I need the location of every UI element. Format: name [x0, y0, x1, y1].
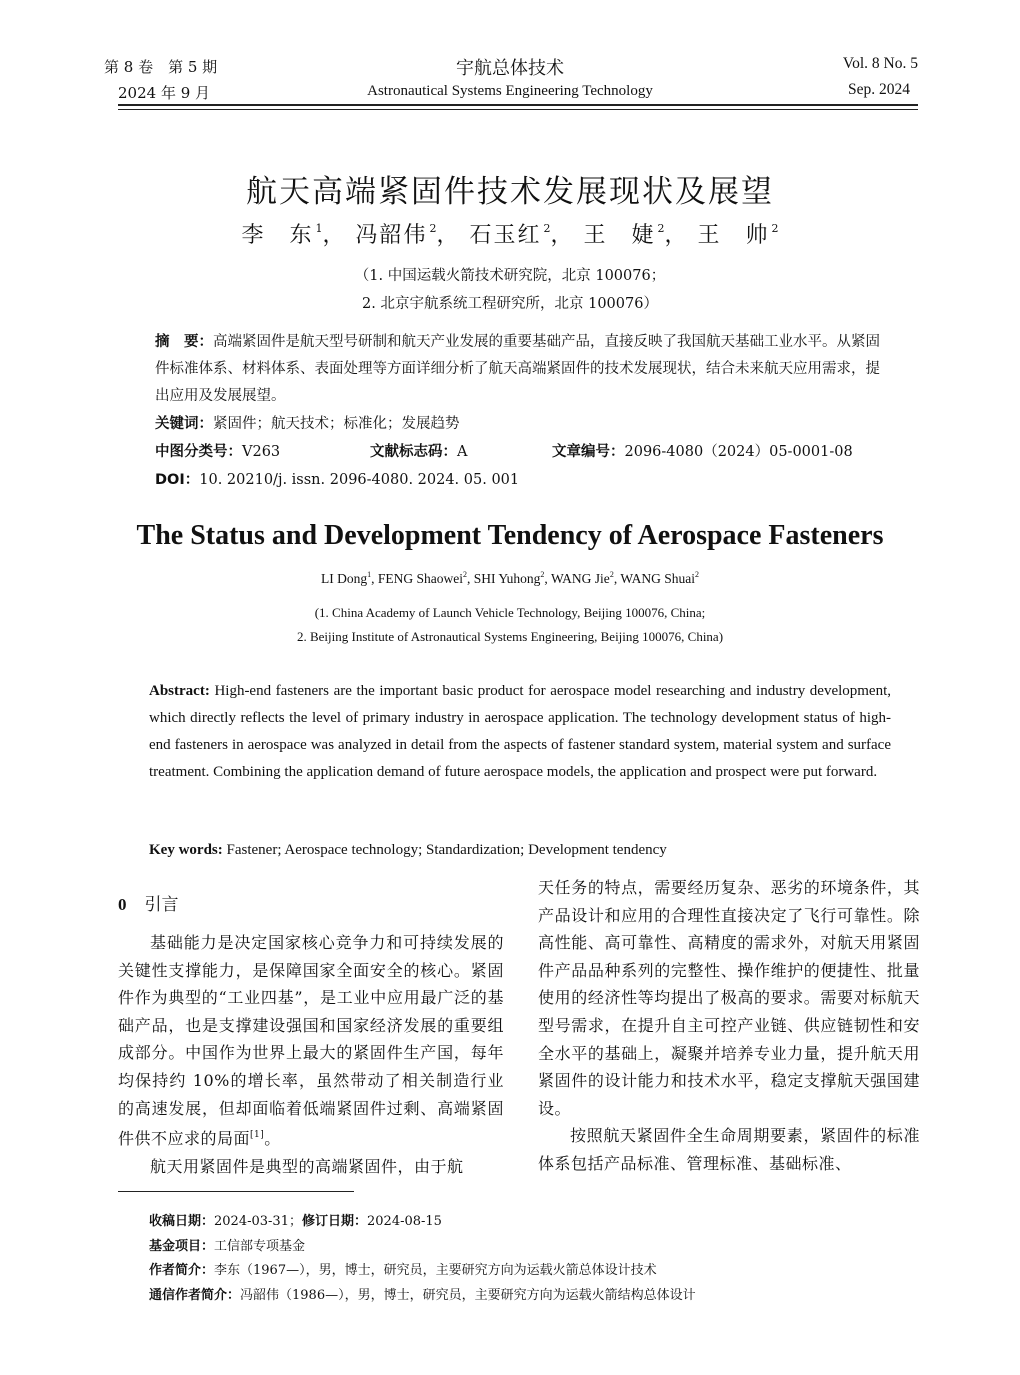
body-column-right — [538, 874, 920, 1178]
body-paragraph: 航天用紧固件是典型的高端紧固件，由于航 — [150, 1156, 464, 1176]
footnote-corresponding — [149, 1284, 696, 1303]
clc-value: V263 — [242, 444, 281, 460]
keywords-cn-label: 关键词： — [155, 416, 213, 432]
author-en: WANG Shuai — [620, 571, 695, 586]
body-paragraph — [118, 929, 504, 1153]
doc-value: A — [457, 444, 468, 460]
author-sup: 2 — [609, 570, 614, 579]
header-rule-thin — [118, 109, 918, 110]
keywords-cn — [155, 412, 460, 433]
date-en: Sep. 2024 — [848, 81, 910, 98]
footnote-label: 通信作者简介： — [149, 1288, 241, 1303]
author-cn: 冯韶伟 — [355, 223, 428, 248]
author-en: FENG Shaowei — [377, 571, 464, 586]
footnote-rule — [118, 1191, 354, 1192]
abstract-en — [149, 678, 891, 786]
paragraph-end: 。 — [264, 1129, 281, 1149]
section-heading — [118, 890, 179, 915]
header-rule — [118, 104, 918, 106]
author-cn: 王 婕 — [583, 223, 656, 248]
footnote-label: 基金项目： — [149, 1239, 215, 1254]
body-column-left — [118, 929, 504, 1180]
journal-title-en: Astronautical Systems Engineering Technology — [367, 83, 653, 99]
article-number — [552, 440, 853, 461]
keywords-en-label: Key words: — [149, 842, 223, 858]
author-cn: 石玉红 — [469, 223, 542, 248]
footnote-fund — [149, 1235, 305, 1254]
footnote-text: 工信部专项基金 — [214, 1239, 306, 1254]
authors-en: LI Dong$^1$, FENG Shaowei$^2$, SHI Yuhong$^2$, WANG Jie$^2$, WANG Shuai$^2$ — [321, 570, 699, 586]
section-title: 引言 — [144, 895, 179, 915]
authors-cn: 李 东 $^1$， 冯韶伟 $^2$， 石玉红 $^2$， 王 婕 $^2$， 王 帅 $^2$ — [241, 222, 779, 248]
issue-date: 2024 年 9 月 — [118, 84, 211, 102]
footnote-author — [149, 1259, 657, 1278]
footnote-text: 2024-08-15 — [367, 1214, 442, 1229]
document-code — [370, 440, 467, 461]
author-sup: 2 — [463, 570, 468, 579]
keywords-en-text: Fastener; Aerospace technology; Standardization; Development tendency — [226, 842, 667, 858]
abstract-en-label: Abstract: — [149, 683, 210, 699]
author-sup: 2 — [657, 222, 665, 235]
author-en: LI Dong — [321, 571, 368, 586]
paper-title-cn: 航天高端紧固件技术发展现状及展望 — [246, 174, 774, 210]
body-paragraph: 按照航天紧固件全生命周期要素，紧固件的标准体系包括产品标准、管理标准、基础标准、 — [538, 1126, 920, 1173]
affiliation-cn-2: 2. 北京宇航系统工程研究所，北京 100076） — [362, 296, 658, 312]
body-paragraph: 天任务的特点，需要经历复杂、恶劣的环境条件，其产品设计和应用的合理性直接决定了飞行可靠性。除高性能、高可靠性、高精度的需求外，对航天用紧固件产品品种系列的完整性、操作维护的便捷性、批量使用的经济性等均提出了极高的要求。需要对标航天型号需求，在提升自主可控产业链、供应链韧性和安全水平的基础上，凝聚并培养专业力量，提升航天用紧固件的设计能力和技术水平，稳定支撑航天强国建设。 — [538, 878, 920, 1118]
doi-label: DOI： — [155, 472, 200, 488]
volume-issue: 第 8 卷 第 5 期 — [104, 58, 218, 76]
volume-en: Vol. 8 No. 5 — [842, 55, 918, 72]
author-cn: 王 帅 — [697, 223, 770, 248]
author-sup: 1 — [315, 222, 323, 235]
author-sup: 2 — [429, 222, 437, 235]
keywords-en — [149, 842, 667, 859]
footnote-text: 李东（1967—），男，博士，研究员，主要研究方向为运载火箭总体设计技术 — [214, 1263, 657, 1278]
footnote-label: 修订日期： — [301, 1214, 367, 1229]
affiliation-en-1: (1. China Academy of Launch Vehicle Technology, Beijing 100076, China; — [314, 605, 706, 620]
affiliation-en-2: 2. Beijing Institute of Astronautical Systems Engineering, Beijing 100076, China) — [296, 629, 724, 644]
doc-label: 文献标志码： — [370, 444, 457, 460]
doi-value: 10. 20210/j. issn. 2096-4080. 2024. 05. 001 — [199, 472, 520, 488]
citation[interactable]: [1] — [250, 1130, 265, 1141]
author-sup: 2 — [540, 570, 545, 579]
author-sup: 2 — [771, 222, 779, 235]
footnote-label: 作者简介： — [149, 1263, 215, 1278]
abstract-cn-label: 摘 要： — [155, 334, 213, 350]
affiliation-cn-1: （1. 中国运载火箭技术研究院，北京 100076； — [354, 268, 666, 284]
footnote-text: 2024-03-31； — [214, 1214, 302, 1229]
journal-title-cn: 宇航总体技术 — [456, 58, 564, 79]
keywords-cn-text: 紧固件；航天技术；标准化；发展趋势 — [213, 416, 460, 432]
author-sup: 2 — [543, 222, 551, 235]
doi — [155, 468, 519, 489]
footnote-label: 收稿日期： — [149, 1214, 215, 1229]
paragraph-text: 基础能力是决定国家核心竞争力和可持续发展的关键性支撑能力，是保障国家全面安全的核心。紧固件作为典型的“工业四基”，是工业中应用最广泛的基础产品，也是支撑建设强国和国家经济发展的重要组成部分。中国作为世界上最大的紧固件生产国，每年均保持约 10%的增长率，虽然带动了相关制造行业的高速发展，但却面临着低端紧固件过剩、高端紧固件供不应求的局面 — [118, 933, 504, 1149]
author-cn: 李 东 — [241, 223, 314, 248]
clc-number — [155, 440, 280, 461]
author-sup: 1 — [367, 570, 372, 579]
author-en: WANG Jie — [550, 571, 610, 586]
clc-label: 中图分类号： — [155, 444, 242, 460]
author-sup: 2 — [694, 570, 699, 579]
abstract-en-text: High-end fasteners are the important basic product for aerospace model researching and industry development, which directly reflects the level of primary industry in aerospace application. The technology development status of high-end fasteners in aerospace was analyzed in detail from the aspects of fastener standard system, material system and surface treatment. Combining the application demand of future aerospace models, the application and prospect were put forward. — [149, 683, 892, 780]
footnote-dates — [149, 1210, 442, 1229]
abstract-cn-text: 高端紧固件是航天型号研制和航天产业发展的重要基础产品，直接反映了我国航天基础工业水平。从紧固件标准体系、材料体系、表面处理等方面详细分析了航天高端紧固件的技术发展现状，结合未来航天应用需求，提出应用及发展展望。 — [155, 334, 880, 404]
article-value: 2096-4080（2024）05-0001-08 — [624, 444, 853, 460]
paper-title-en: The Status and Development Tendency of Aerospace Fasteners — [136, 520, 884, 551]
section-number: 0 — [118, 895, 127, 914]
author-en: SHI Yuhong — [473, 571, 541, 586]
abstract-cn — [155, 329, 885, 410]
footnote-text: 冯韶伟（1986—），男，博士，研究员，主要研究方向为运载火箭结构总体设计 — [240, 1288, 696, 1303]
article-label: 文章编号： — [552, 444, 625, 460]
